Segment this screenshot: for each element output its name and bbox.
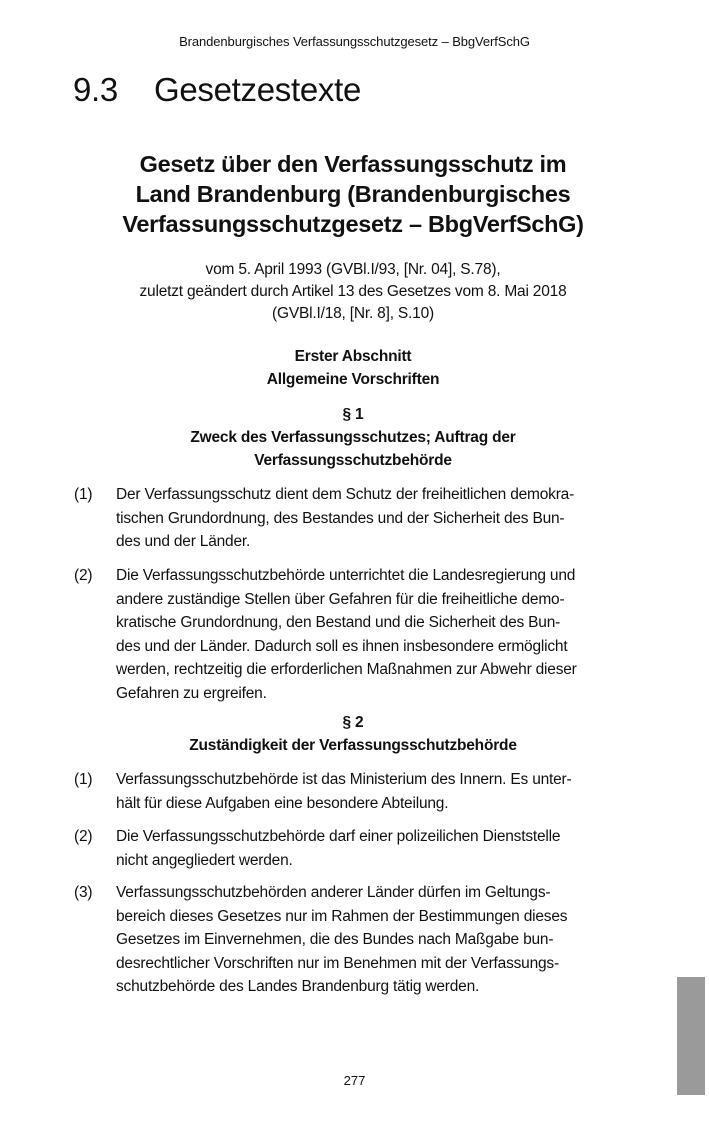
paragraph-symbol: § 1 xyxy=(342,406,364,423)
text-line: Der Verfassungsschutz dient dem Schutz der freiheitlichen demokra- xyxy=(116,486,575,503)
text-line: werden, rechtzeitig die erforderlichen Maßnahmen zur Abwehr dieser xyxy=(116,661,577,679)
law-meta xyxy=(80,259,626,325)
paragraph-1-heading xyxy=(80,403,626,472)
law-meta-line: zuletzt geändert durch Artikel 13 des Gesetzes vom 8. Mai 2018 xyxy=(139,283,567,300)
section-number: 9.3 xyxy=(73,71,118,108)
text-line: nicht angegliedert werden. xyxy=(116,851,293,869)
law-meta-line: (GVBl.I/18, [Nr. 8], S.10) xyxy=(272,305,434,322)
subsection-text xyxy=(116,483,630,554)
law-title xyxy=(80,149,626,239)
paragraph-title-line: Verfassungsschutzbehörde xyxy=(254,452,452,469)
text-line: desrechtlicher Vorschriften nur im Benehmen mit der Verfassungs- xyxy=(116,954,559,972)
page-number: 277 xyxy=(343,1073,366,1088)
text-line: Die Verfassungsschutzbehörde darf einer polizeilichen Dienststelle xyxy=(116,828,561,845)
text-line: Gesetzes im Einvernehmen, die des Bundes nach Maßgabe bun- xyxy=(116,931,554,949)
subsection-2-2 xyxy=(74,825,630,872)
section-title: Gesetzestexte xyxy=(153,71,362,108)
subsection-1-1 xyxy=(74,483,630,554)
running-header: Brandenburgisches Verfassungsschutzgesetz – BbgVerfSchG xyxy=(179,34,530,49)
subsection-number: (1) xyxy=(74,771,93,788)
part-heading xyxy=(80,345,626,391)
paragraph-title-line: Zweck des Verfassungsschutzes; Auftrag der xyxy=(190,429,516,446)
subsection-text xyxy=(116,768,630,815)
subsection-text xyxy=(116,881,630,999)
subsection-number: (3) xyxy=(74,884,93,901)
text-line: des und der Länder. Dadurch soll es ihnen insbesondere ermöglicht xyxy=(116,637,568,655)
law-title-line: Gesetz über den Verfassungsschutz im xyxy=(139,151,567,177)
part-title: Allgemeine Vorschriften xyxy=(266,371,440,388)
text-line: Verfassungsschutzbehörde ist das Ministerium des Innern. Es unter- xyxy=(116,771,572,788)
text-line: tischen Grundordnung, des Bestandes und der Sicherheit des Bun- xyxy=(116,509,565,527)
thumb-index-tab xyxy=(677,977,705,1095)
text-line: bereich dieses Gesetzes nur im Rahmen der Bestimmungen dieses xyxy=(116,907,568,925)
subsection-number: (2) xyxy=(74,567,93,584)
text-line: Gefahren zu ergreifen. xyxy=(116,684,267,702)
subsection-2-3 xyxy=(74,881,630,999)
law-title-line: Land Brandenburg (Brandenburgisches xyxy=(135,181,571,207)
paragraph-symbol: § 2 xyxy=(342,714,364,731)
paragraph-title-line: Zuständigkeit der Verfassungsschutzbehörde xyxy=(189,737,517,754)
law-meta-line: vom 5. April 1993 (GVBl.I/93, [Nr. 04], S.78), xyxy=(205,261,501,278)
text-line: schutzbehörde des Landes Brandenburg tätig werden. xyxy=(116,978,480,996)
text-line: andere zuständige Stellen über Gefahren für die freiheitliche demo- xyxy=(116,590,565,608)
subsection-number: (2) xyxy=(74,828,93,845)
text-line: des und der Länder. xyxy=(116,533,251,551)
text-line: kratische Grundordnung, den Bestand und die Sicherheit des Bun- xyxy=(116,614,561,632)
subsection-2-1 xyxy=(74,768,630,815)
paragraph-2-heading xyxy=(80,711,626,757)
subsection-text xyxy=(116,564,630,706)
text-line: Die Verfassungsschutzbehörde unterrichtet die Landesregierung und xyxy=(116,567,576,584)
law-title-line: Verfassungsschutzgesetz – BbgVerfSchG) xyxy=(122,211,584,237)
subsection-1-2 xyxy=(74,564,630,706)
part-label: Erster Abschnitt xyxy=(294,348,412,365)
subsection-text xyxy=(116,825,630,872)
text-line: Verfassungsschutzbehörden anderer Länder dürfen im Geltungs- xyxy=(116,884,551,901)
subsection-number: (1) xyxy=(74,486,93,503)
text-line: hält für diese Aufgaben eine besondere Abteilung. xyxy=(116,794,449,812)
section-heading xyxy=(73,70,361,110)
